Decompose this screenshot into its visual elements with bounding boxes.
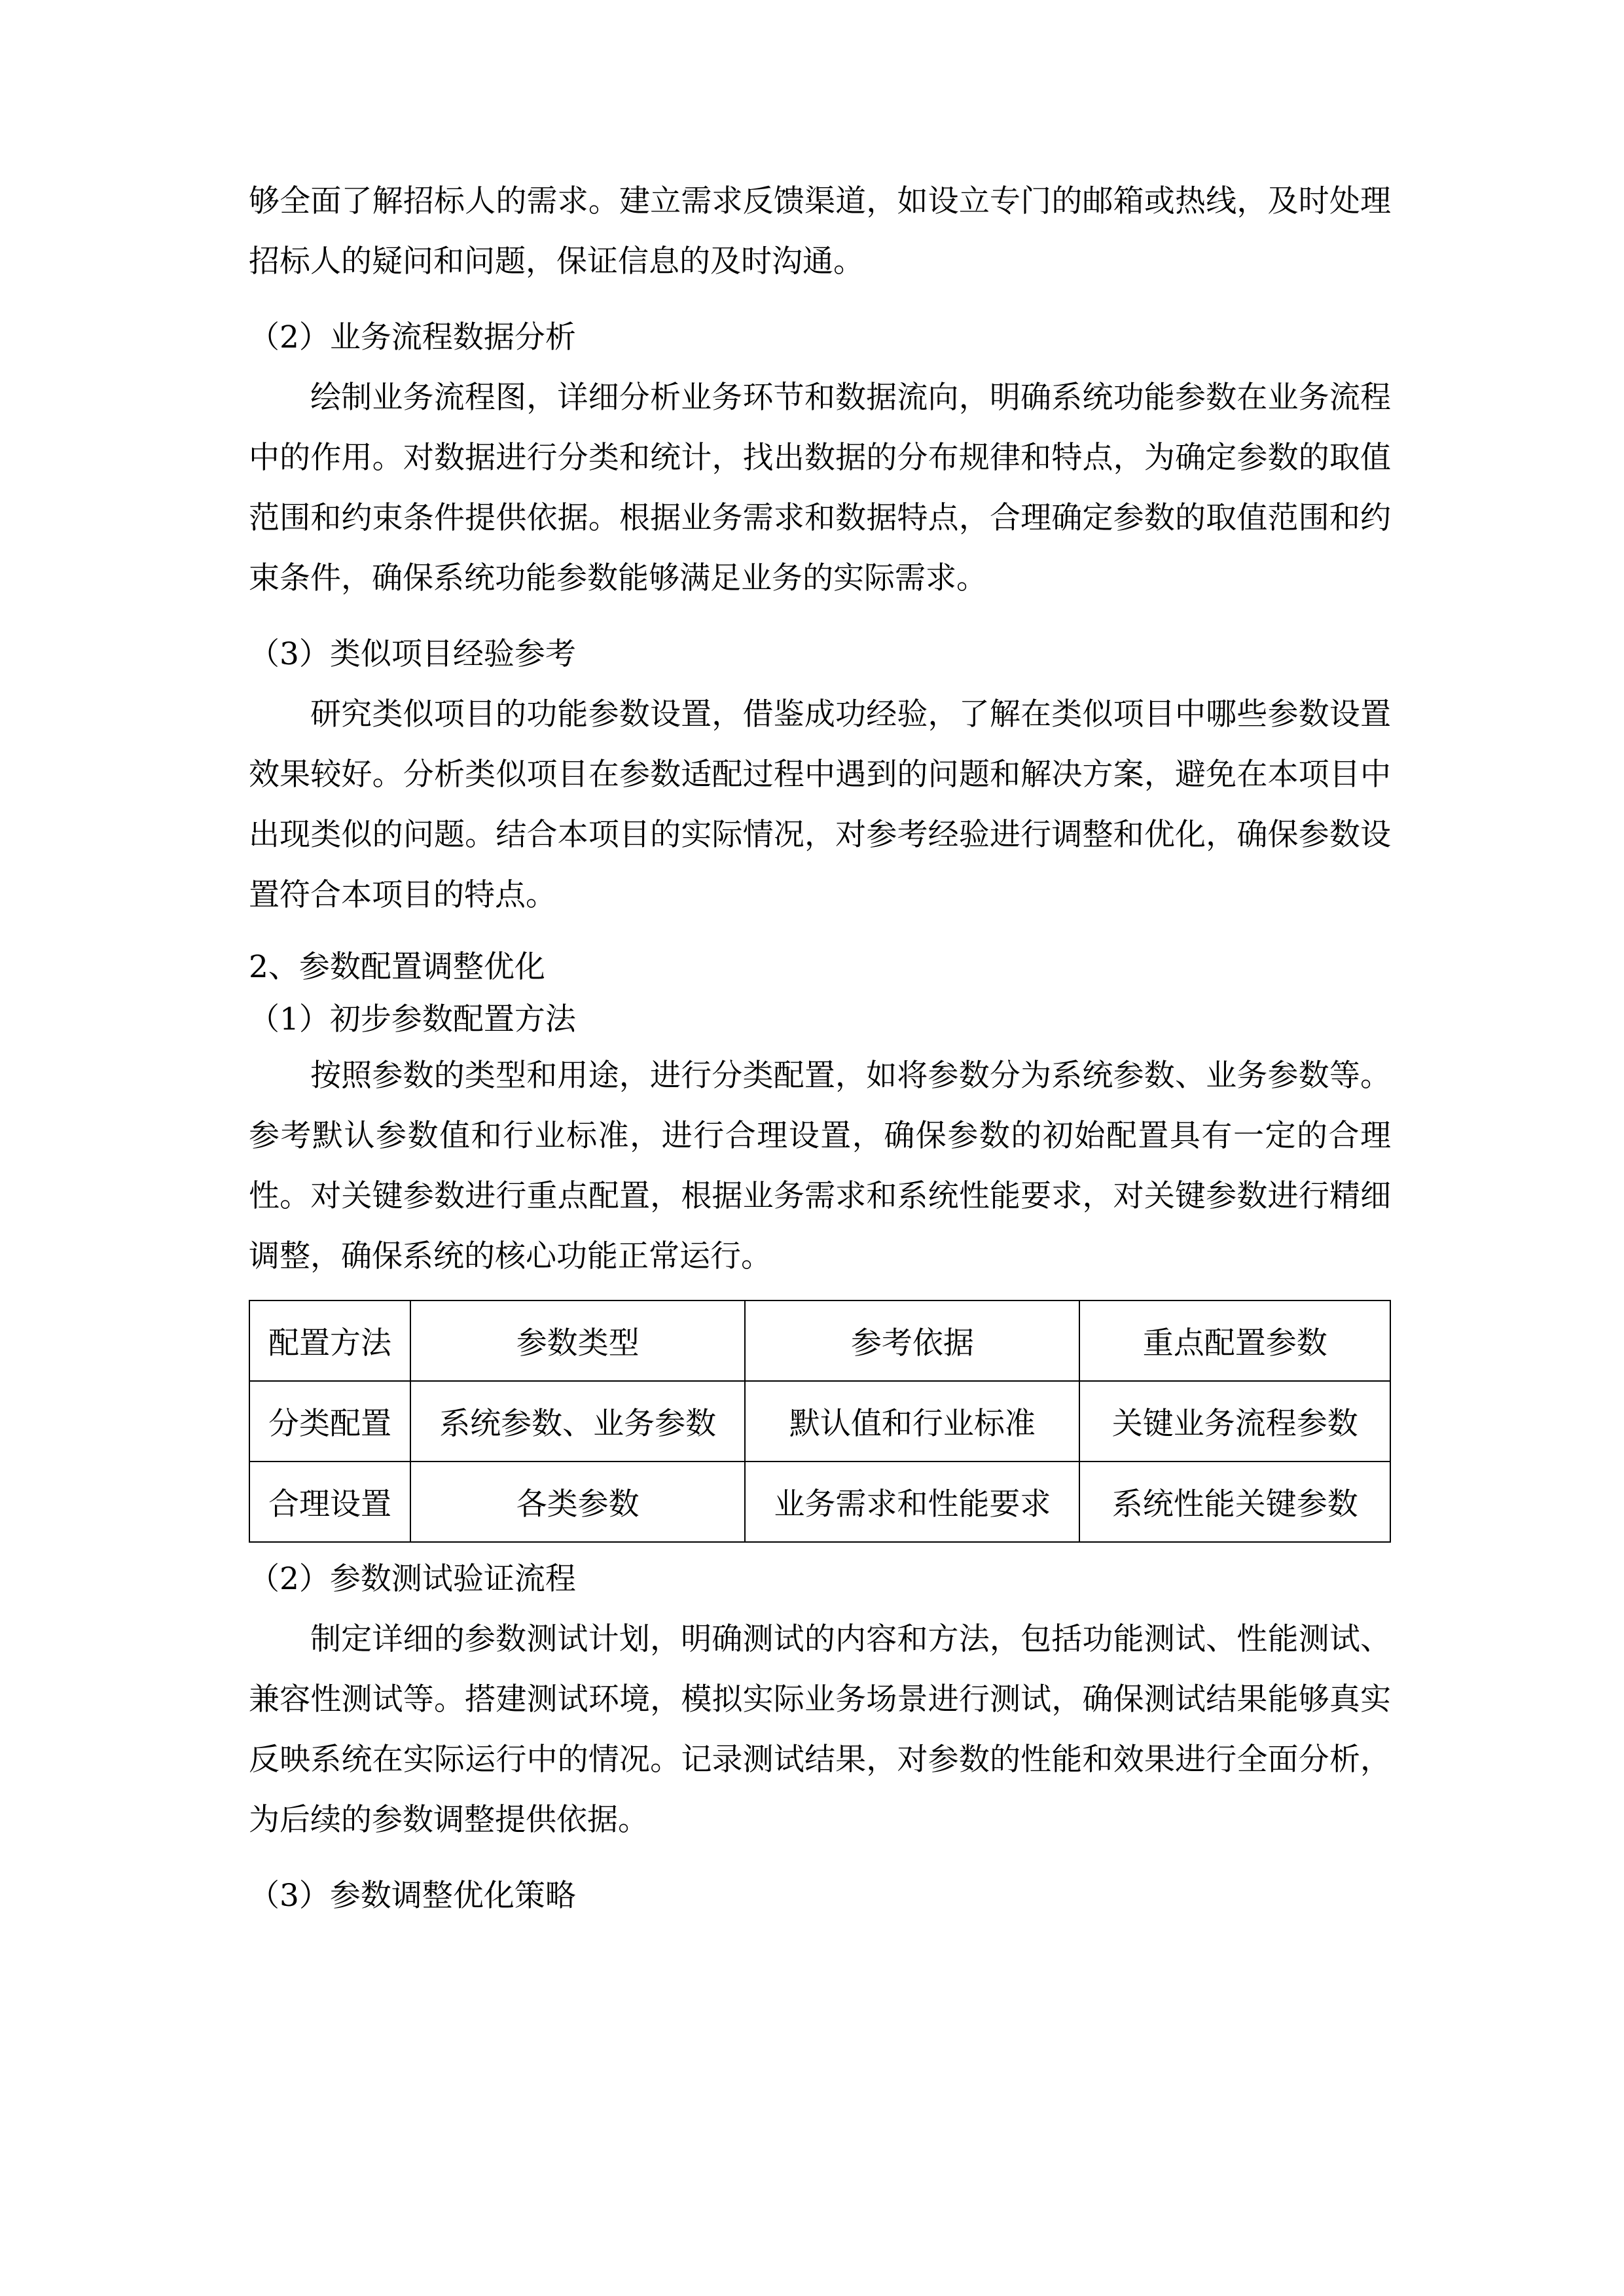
similar-project-paragraph: 研究类似项目的功能参数设置，借鉴成功经验，了解在类似项目中哪些参数设置效果较好。分析类似项目在参数适配过程中遇到的问题和解决方案，避免在本项目中出现类似的问题。结合本项目的实际情况，对参考经验进行调整和优化，确保参数设置符合本项目的特点。 [249, 696, 1391, 913]
table-cell: 合理设置 [249, 1462, 410, 1542]
section-heading-parameter-optimization: 2、参数配置调整优化 [249, 949, 545, 985]
table-header-cell: 重点配置参数 [1079, 1300, 1390, 1381]
subheading-business-process-analysis: （2）业务流程数据分析 [249, 319, 576, 355]
table-cell: 系统参数、业务参数 [410, 1381, 745, 1462]
table-header-cell: 配置方法 [249, 1300, 410, 1381]
table-cell: 系统性能关键参数 [1079, 1462, 1390, 1542]
subheading-similar-project-reference: （3）类似项目经验参考 [249, 636, 576, 672]
document-content [249, 171, 1391, 1926]
table-cell: 默认值和行业标准 [745, 1381, 1079, 1462]
table-cell: 业务需求和性能要求 [745, 1462, 1079, 1542]
subheading-initial-configuration: （1）初步参数配置方法 [249, 1001, 576, 1037]
parameter-config-table [249, 1300, 1391, 1543]
table-header-cell: 参数类型 [410, 1300, 745, 1381]
table-header-row [249, 1300, 1390, 1381]
table-row [249, 1381, 1390, 1462]
table-cell: 各类参数 [410, 1462, 745, 1542]
table-cell: 关键业务流程参数 [1079, 1381, 1390, 1462]
business-process-paragraph: 绘制业务流程图，详细分析业务环节和数据流向，明确系统功能参数在业务流程中的作用。对数据进行分类和统计，找出数据的分布规律和特点，为确定参数的取值范围和约束条件提供依据。根据业务需求和数据特点，合理确定参数的取值范围和约束条件，确保系统功能参数能够满足业务的实际需求。 [249, 380, 1391, 596]
subheading-test-validation: （2）参数测试验证流程 [249, 1561, 576, 1597]
initial-configuration-paragraph: 按照参数的类型和用途，进行分类配置，如将参数分为系统参数、业务参数等。参考默认参数值和行业标准，进行合理设置，确保参数的初始配置具有一定的合理性。对关键参数进行重点配置，根据业务需求和系统性能要求，对关键参数进行精细调整，确保系统的核心功能正常运行。 [249, 1058, 1391, 1274]
table-cell: 分类配置 [249, 1381, 410, 1462]
table-header-cell: 参考依据 [745, 1300, 1079, 1381]
subheading-optimization-strategy: （3）参数调整优化策略 [249, 1878, 576, 1914]
table-row [249, 1462, 1390, 1542]
intro-paragraph: 够全面了解招标人的需求。建立需求反馈渠道，如设立专门的邮箱或热线，及时处理招标人的疑问和问题，保证信息的及时沟通。 [249, 183, 1391, 279]
test-validation-paragraph: 制定详细的参数测试计划，明确测试的内容和方法，包括功能测试、性能测试、兼容性测试等。搭建测试环境，模拟实际业务场景进行测试，确保测试结果能够真实反映系统在实际运行中的情况。记录测试结果，对参数的性能和效果进行全面分析，为后续的参数调整提供依据。 [249, 1621, 1391, 1838]
